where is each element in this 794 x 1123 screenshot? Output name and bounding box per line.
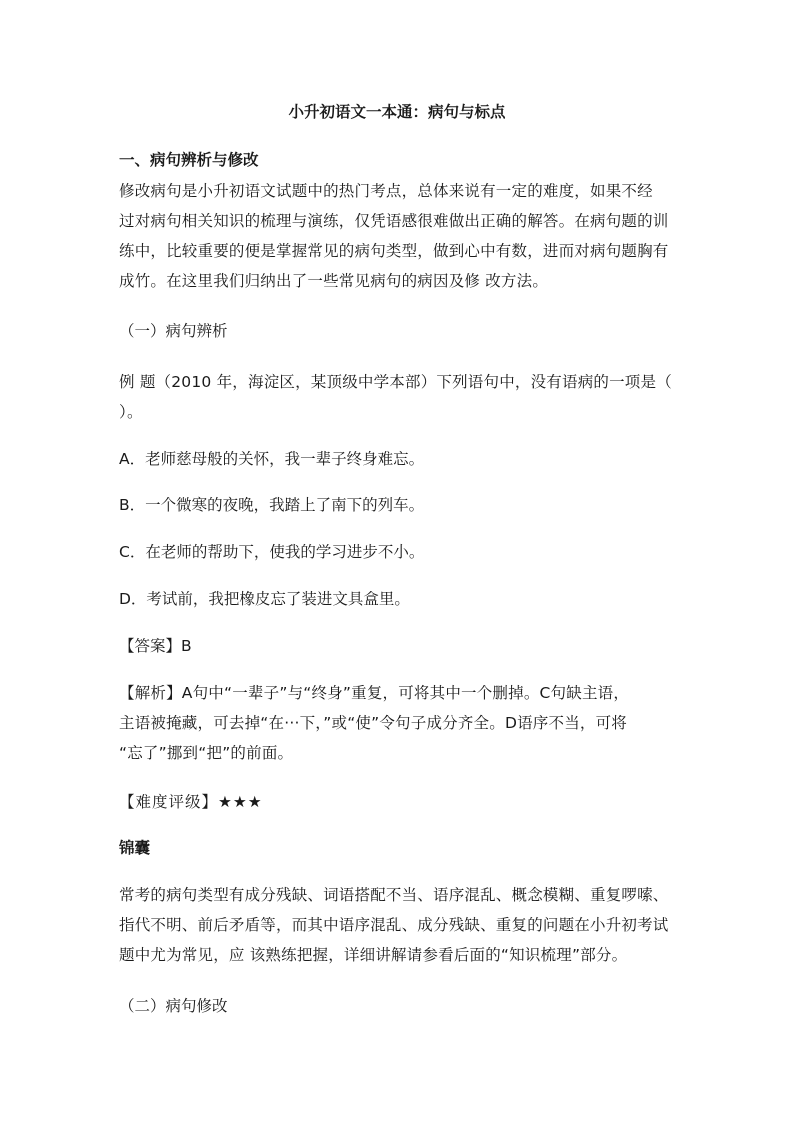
answer-line: 【答案】B	[119, 637, 192, 655]
analysis-line: 【解析】A句中“一辈子”与“终身”重复，可将其中一个删掉。C句缺主语，	[119, 684, 630, 702]
tips-line: 指代不明、前后矛盾等，而其中语序混乱、成分残缺、重复的问题在小升初考试	[119, 916, 669, 934]
option-c: C．在老师的帮助下，使我的学习进步不小。	[119, 543, 425, 561]
tips-line: 题中尤为常见，应 该熟练把握，详细讲解请参看后面的“知识梳理”部分。	[119, 946, 628, 964]
tips-line: 常考的病句类型有成分残缺、词语搭配不当、语序混乱、概念模糊、重复啰嗦、	[119, 886, 669, 904]
page-title: 小升初语文一本通：病句与标点	[288, 103, 506, 121]
example-question	[119, 367, 679, 427]
subsection-heading: （一）病句辨析	[119, 322, 228, 340]
example-line: 例 题（2010 年，海淀区，某顶级中学本部）下列语句中，没有语病的一项是（	[119, 373, 672, 391]
section-heading: 一、病句辨析与修改	[119, 151, 259, 169]
tips-paragraph	[119, 880, 679, 970]
tips-heading: 锦囊	[119, 839, 151, 857]
difficulty-rating: 【难度评级】★★★	[119, 793, 263, 811]
intro-line: 练中，比较重要的便是掌握常见的病句类型，做到心中有数，进而对病句题胸有	[119, 242, 669, 260]
subsection-heading-2: （二）病句修改	[119, 997, 228, 1015]
analysis-line: 主语被掩藏，可去掉“在···下，”或“使”令句子成分齐全。D语序不当，可将	[119, 714, 627, 732]
intro-line: 成竹。在这里我们归纳出了一些常见病句的病因及修 改方法。	[119, 272, 549, 290]
intro-line: 修改病句是小升初语文试题中的热门考点，总体来说有一定的难度，如果不经	[119, 182, 653, 200]
intro-paragraph	[119, 176, 679, 296]
intro-line: 过对病句相关知识的梳理与演练，仅凭语感很难做出正确的解答。在病句题的训	[119, 212, 669, 230]
analysis-line: “忘了”挪到“把”的前面。	[119, 744, 294, 762]
option-a: A．老师慈母般的关怀，我一辈子终身难忘。	[119, 450, 425, 468]
example-line: ）。	[119, 403, 143, 421]
option-b: B．一个微寒的夜晚，我踏上了南下的列车。	[119, 496, 425, 514]
analysis-paragraph	[119, 678, 679, 768]
option-d: D．考试前，我把橡皮忘了装进文具盒里。	[119, 590, 410, 608]
